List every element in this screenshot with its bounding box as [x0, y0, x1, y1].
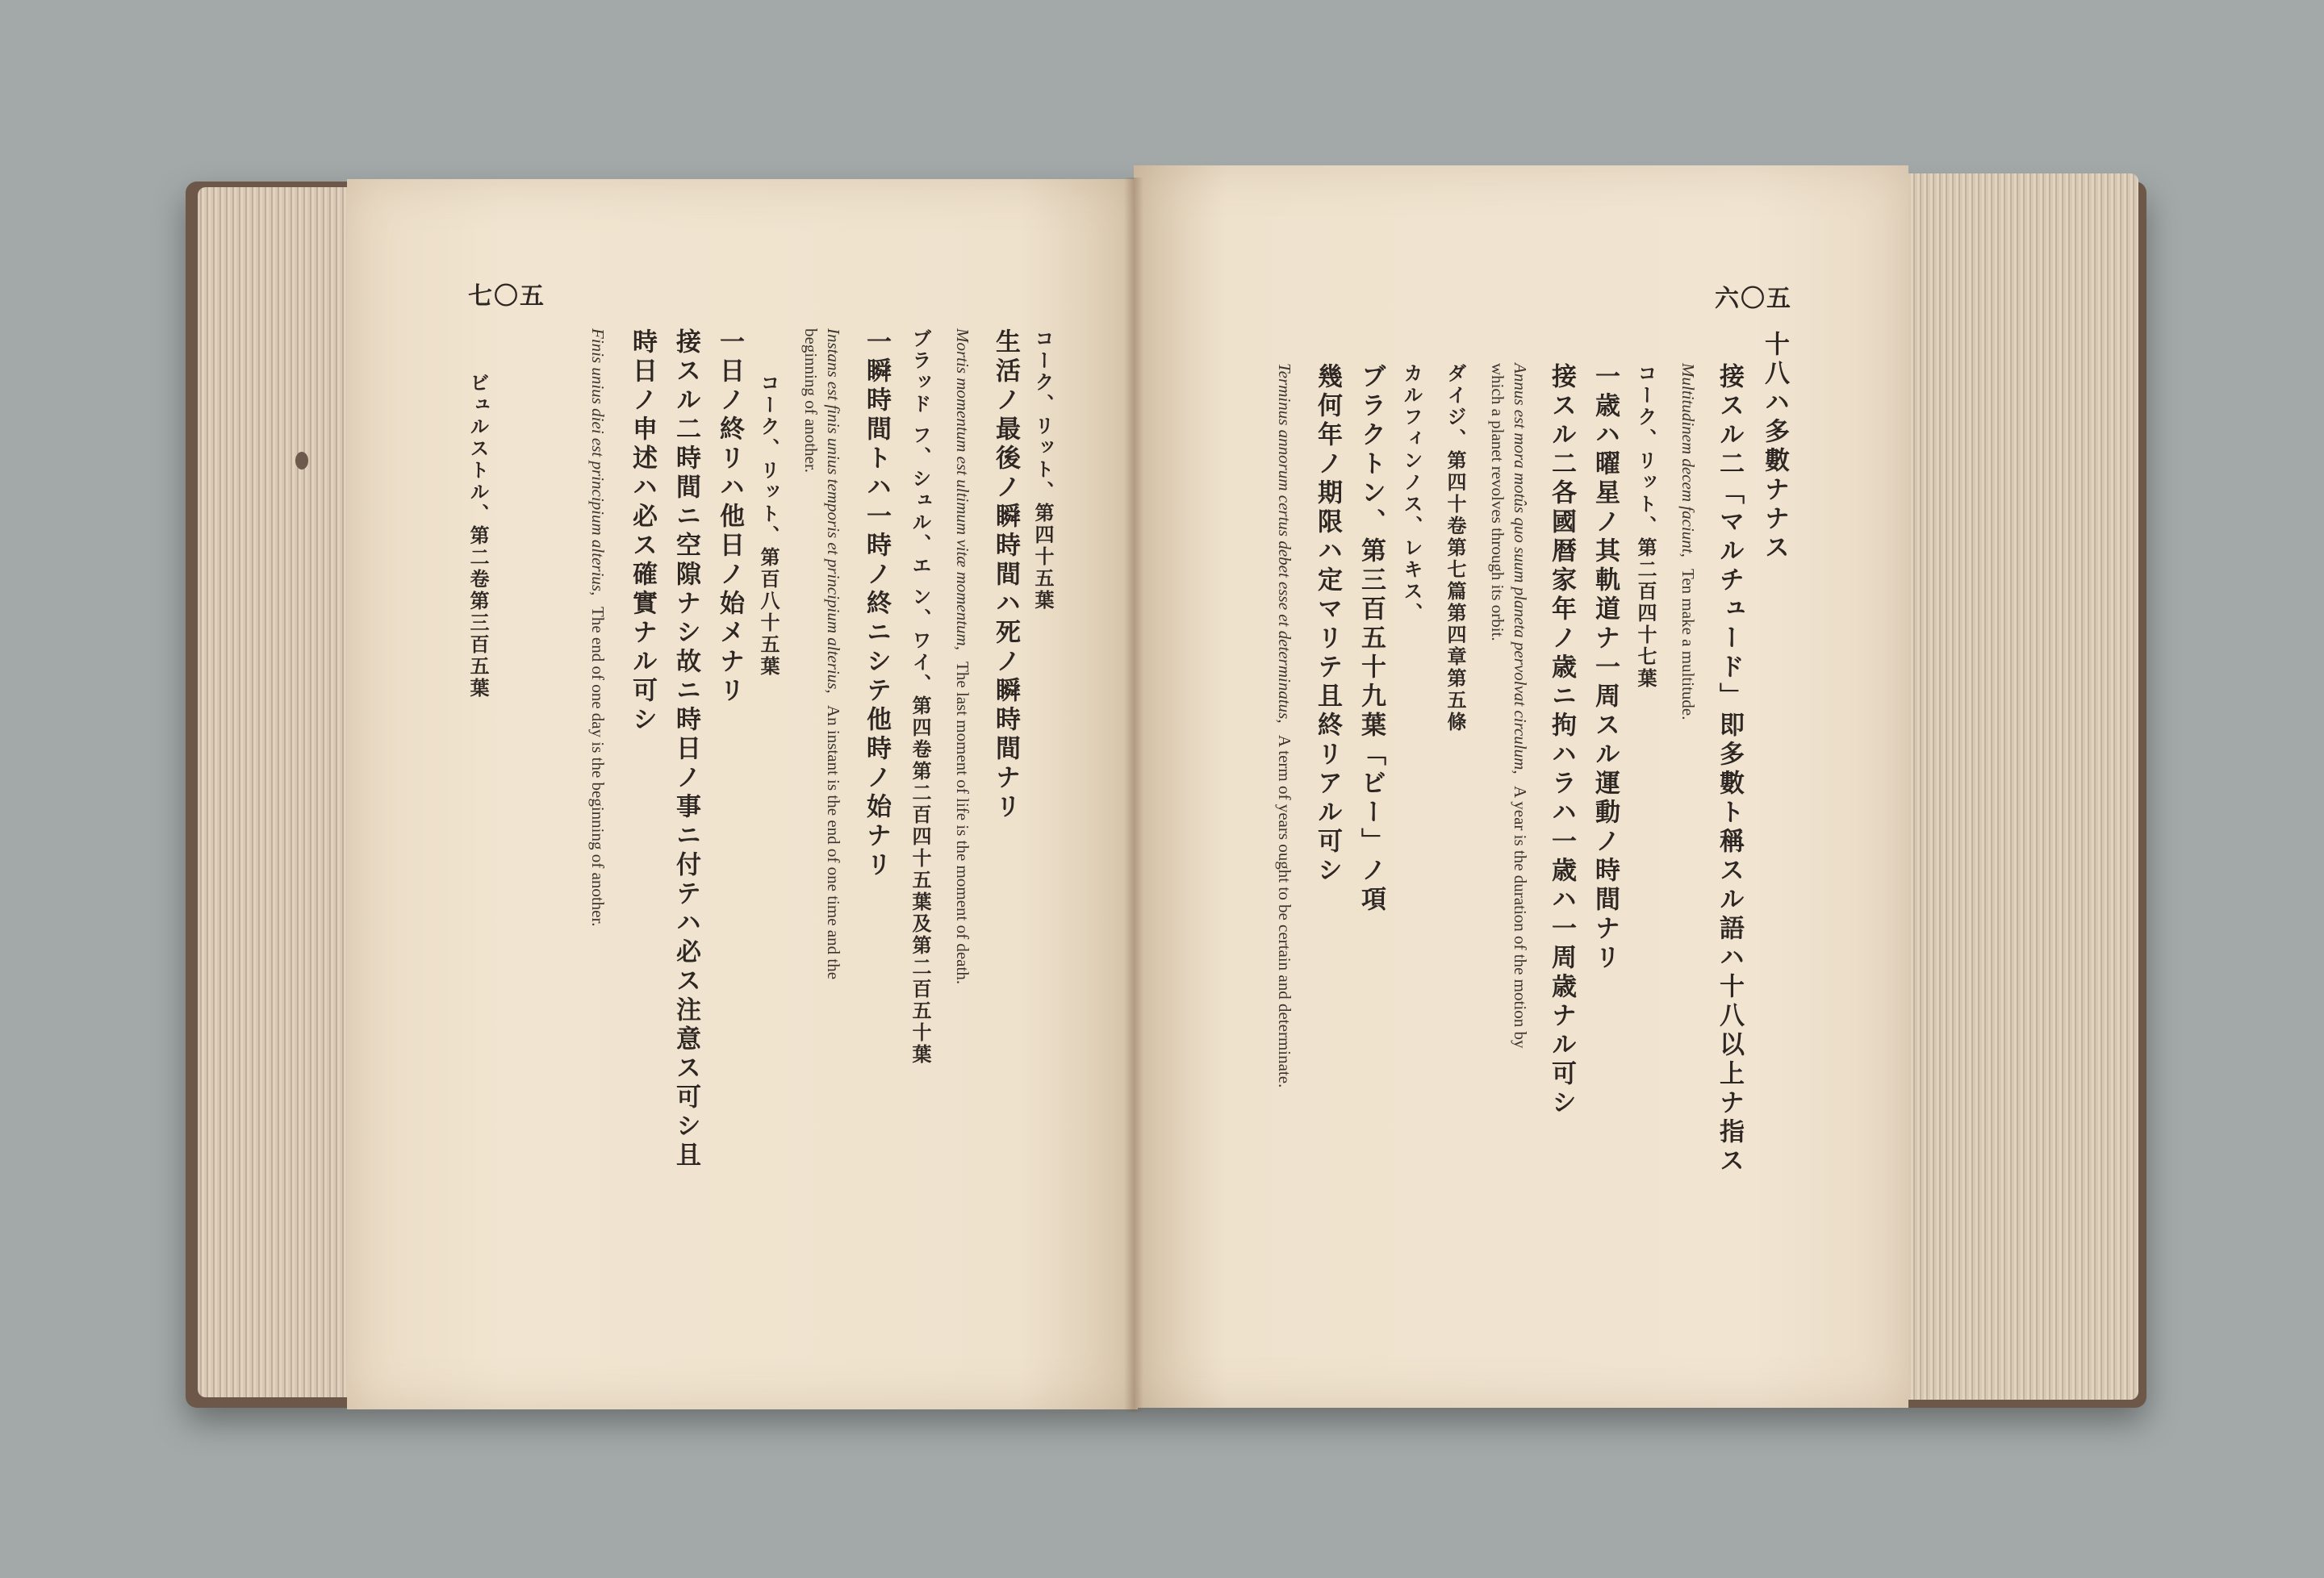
right-col-3 [1679, 363, 1696, 720]
left-col-3-english: The last moment of life is the moment of death. [953, 661, 972, 985]
left-col-13: ビュルストル、第二卷第三百五葉 [466, 373, 490, 699]
left-page-number: 七〇五 [468, 282, 545, 311]
right-col-1: 十八ハ多數ナナス [1760, 331, 1789, 563]
right-col-2: 接スル二「マルチュード」即多數ト稱スル語ハ十八以上ナ指ス [1715, 363, 1744, 1176]
left-col-6-english: An instant is the end of one time and the [824, 704, 843, 979]
right-col-12: 幾何年ノ期限ハ定マリテ且終リアル可シ [1313, 363, 1342, 886]
left-col-10: 接スル二時間ニ空隙ナシ故ニ時日ノ事ニ付テハ必ス注意ス可シ且 [671, 328, 700, 1171]
left-page [347, 179, 1138, 1409]
right-col-13 [1276, 363, 1293, 1087]
book-gutter [1124, 177, 1143, 1412]
left-col-7: beginning of another. [801, 328, 821, 474]
right-col-5: 一歳ハ曜星ノ其軌道ナ一周スル運動ノ時間ナリ [1590, 363, 1620, 973]
right-col-7 [1511, 363, 1528, 1048]
right-col-13-english: A term of years ought to be certain and determinate. [1275, 734, 1294, 1087]
right-col-13-latin: Terminus annorum certus debet esse et determinatus, [1275, 363, 1294, 724]
left-col-12-english: The end of one day is the beginning of another. [588, 607, 608, 927]
right-col-3-english: Ten make a multitude. [1678, 568, 1698, 720]
left-col-3 [954, 328, 971, 984]
right-col-9: ダイジ、第四十卷第七篇第四章第五條 [1444, 363, 1467, 733]
right-col-3-latin: Multitudinem decem faciunt, [1678, 363, 1698, 557]
right-col-11: ブラクトン、第三百五十九葉「ビー」ノ項 [1356, 363, 1386, 915]
right-col-8: which a planet revolves through its orbit. [1488, 363, 1507, 641]
left-col-9: 一日ノ終リハ他日ノ始メナリ [715, 328, 744, 706]
left-col-11: 時日ノ申述ハ必ス確實ナル可シ [628, 328, 657, 735]
right-col-7-latin: Annus est mora motûs quo suum planeta pervolvat circulum, [1511, 363, 1530, 774]
left-col-6 [825, 328, 842, 979]
left-col-6-latin: Instans est finis unius temporis et principium alterius, [824, 328, 843, 694]
left-col-8: コーク、リット、第百八十五葉 [757, 373, 780, 678]
left-page-edges [198, 187, 351, 1397]
left-col-2: 生活ノ最後ノ瞬時間ハ死ノ瞬時間ナリ [991, 328, 1020, 822]
left-col-3-latin: Mortis momentum est ultimum vitæ momentum, [953, 328, 972, 650]
left-col-12-latin: Finis unius diei est principium alterius, [588, 328, 608, 596]
right-page-number: 六〇五 [1715, 285, 1792, 313]
right-page-edges [1904, 173, 2138, 1400]
left-col-4: ブラッド フ、シュル、エ ン、ワイ、第四卷第二百四十五葉及第二百五十葉 [909, 328, 932, 1066]
right-col-7-english: A year is the duration of the motion by [1511, 785, 1530, 1049]
left-col-1: コーク、リット、第四十五葉 [1031, 328, 1055, 612]
right-col-10: カルフィンノス、レキス、 [1400, 363, 1423, 624]
right-col-6: 接スル二各國暦家年ノ歳ニ拘ハラハ一歳ハ一周歳ナル可シ [1547, 363, 1576, 1118]
left-col-5: 一瞬時間トハ一時ノ終ニシテ他時ノ始ナリ [862, 328, 891, 880]
left-col-12 [589, 328, 606, 927]
page-hole [295, 452, 308, 470]
right-col-4: コーク、リット、第二百四十七葉 [1634, 363, 1657, 690]
right-page [1134, 165, 1908, 1408]
